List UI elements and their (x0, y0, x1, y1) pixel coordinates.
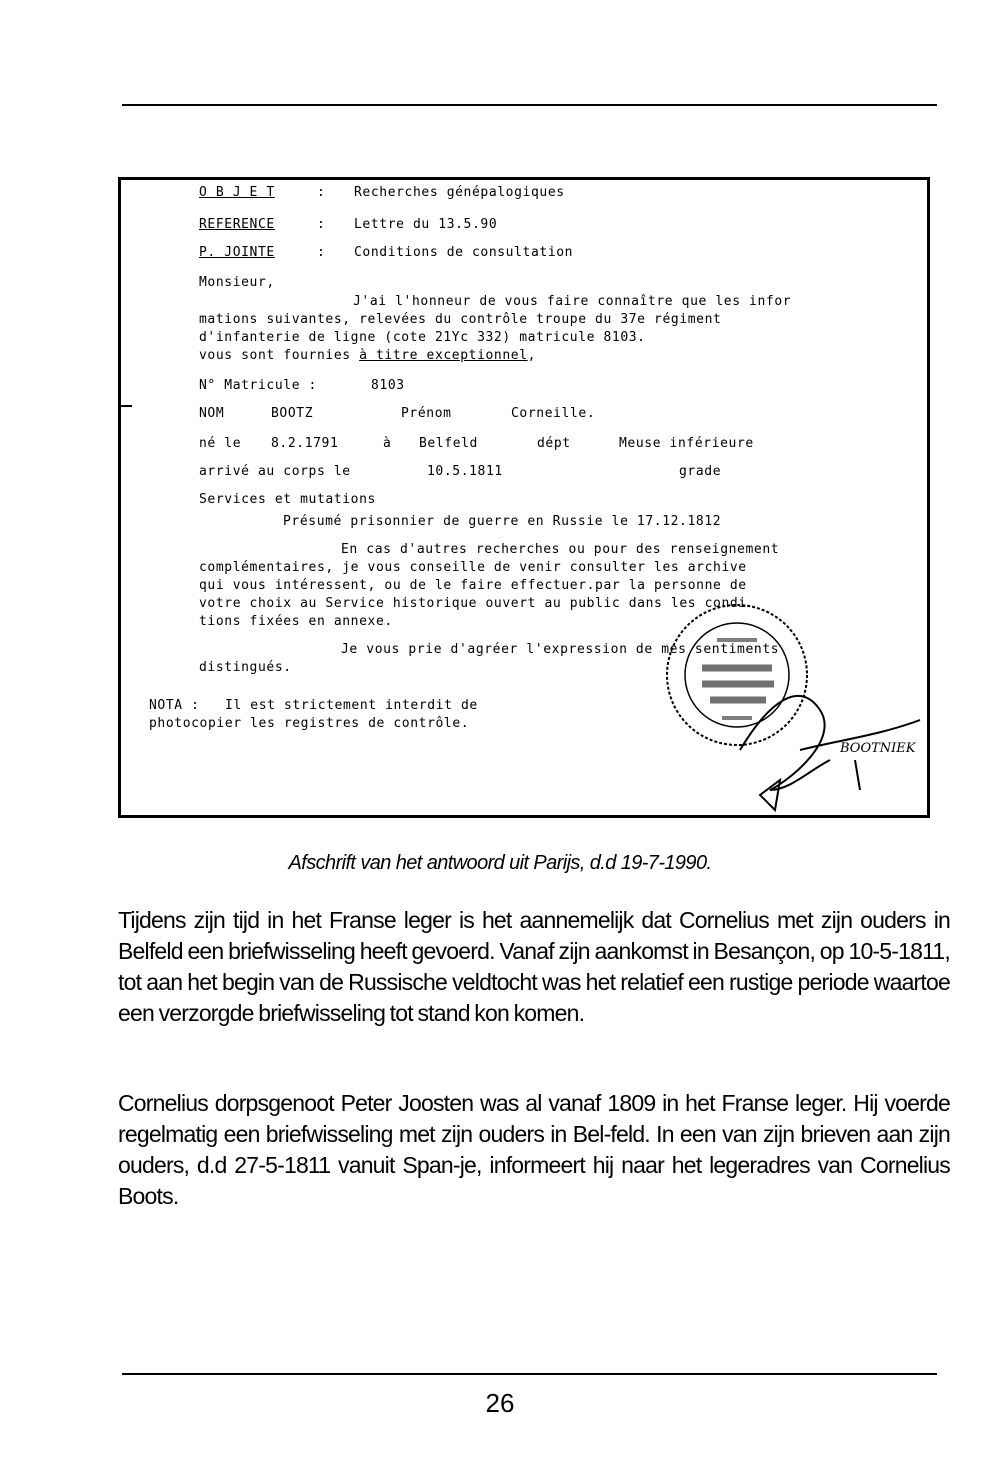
matricule-label: N° Matricule : (199, 378, 317, 393)
paragraph: Tijdens zijn tijd in het Franse leger is het aannemelijk dat Cornelius met zijn ouders in Belfeld een briefwisseling heeft gevoerd. Vanaf zijn aankomst in Besançon, op 10-5-1811, tot aan het begin van de Russische veldtocht was het relatief een rustige periode waartoe een verzorgde briefwisseling tot stand kon komen. (118, 907, 950, 1026)
body-line: mations suivantes, relevées du contrôle troupe du 37e régiment (199, 312, 722, 327)
body-line: d'infanterie de ligne (cote 21Yc 332) matricule 8103. (199, 330, 646, 345)
closing-line: votre choix au Service historique ouvert au public dans les condi (199, 596, 747, 611)
matricule-value: 8103 (371, 378, 405, 393)
nota-line-2: photocopier les registres de contrôle. (149, 716, 470, 731)
services-label: Services et mutations (199, 492, 376, 507)
pj-separator: : (317, 245, 326, 260)
margin-tick (118, 405, 132, 407)
figure-caption: Afschrift van het antwoord uit Parijs, d.d 19-7-1990. (288, 852, 712, 874)
objet-separator: : (317, 185, 326, 200)
bottom-rule (122, 1373, 937, 1375)
birth-at: à (383, 436, 392, 451)
grade-label: grade (679, 464, 722, 479)
exceptional-note: à titre exceptionnel (359, 348, 528, 363)
paragraph: Cornelius dorpsgenoot Peter Joosten was al vanaf 1809 in het Franse leger. Hij voerde regelmatig een briefwisseling met zijn ouders in Bel-feld. In een van zijn brieven aan zijn ouders, d.d 27-5-1811 vanuit Span-je, informeert hij naar het legeradres van Cornelius Boots. (118, 1090, 950, 1209)
page-number: 26 (485, 1388, 515, 1418)
reference-label: REFERENCE (199, 217, 275, 232)
closing-line: tions fixées en annexe. (199, 614, 393, 629)
reference-separator: : (317, 217, 326, 232)
regards-end: distingués. (199, 660, 292, 675)
nota-line-1: Il est strictement interdit de (225, 698, 478, 713)
arrival-date: 10.5.1811 (427, 464, 503, 479)
regards-line: Je vous prie d'agréer l'expression de mes sentiments (341, 642, 780, 657)
closing-line: complémentaires, je vous conseille de venir consulter les archive (199, 560, 747, 575)
nom-value: BOOTZ (271, 406, 314, 421)
arrival-label: arrivé au corps le (199, 464, 351, 479)
body-line: J'ai l'honneur de vous faire connaître que les infor (353, 294, 792, 309)
birth-date: 8.2.1791 (271, 436, 339, 451)
exceptional-end: , (527, 348, 537, 363)
closing-line: qui vous intéressent, ou de le faire effectuer.par la personne de (199, 578, 747, 593)
pj-value: Conditions de consultation (354, 245, 574, 260)
nom-label: NOM (199, 406, 225, 421)
dept-label: dépt (537, 436, 571, 451)
prenom-value: Corneille. (511, 406, 596, 421)
signature (680, 640, 930, 820)
pj-label: P. JOINTE (199, 245, 275, 260)
dept-value: Meuse inférieure (619, 436, 754, 451)
closing-line: En cas d'autres recherches ou pour des renseignement (341, 542, 780, 557)
svg-text:BOOTNIEK: BOOTNIEK (840, 741, 916, 756)
birth-label: né le (199, 436, 242, 451)
salutation: Monsieur, (199, 275, 275, 290)
objet-label: O B J E T (199, 185, 275, 200)
objet-value: Recherches génépalogiques (354, 185, 565, 200)
body-line: vous sont fournies (199, 348, 360, 363)
reference-value: Lettre du 13.5.90 (354, 217, 498, 232)
prenom-label: Prénom (401, 406, 452, 421)
services-text: Présumé prisonnier de guerre en Russie le 17.12.1812 (283, 514, 722, 529)
top-rule (122, 104, 937, 106)
nota-label: NOTA : (149, 698, 200, 713)
birth-place: Belfeld (419, 436, 478, 451)
